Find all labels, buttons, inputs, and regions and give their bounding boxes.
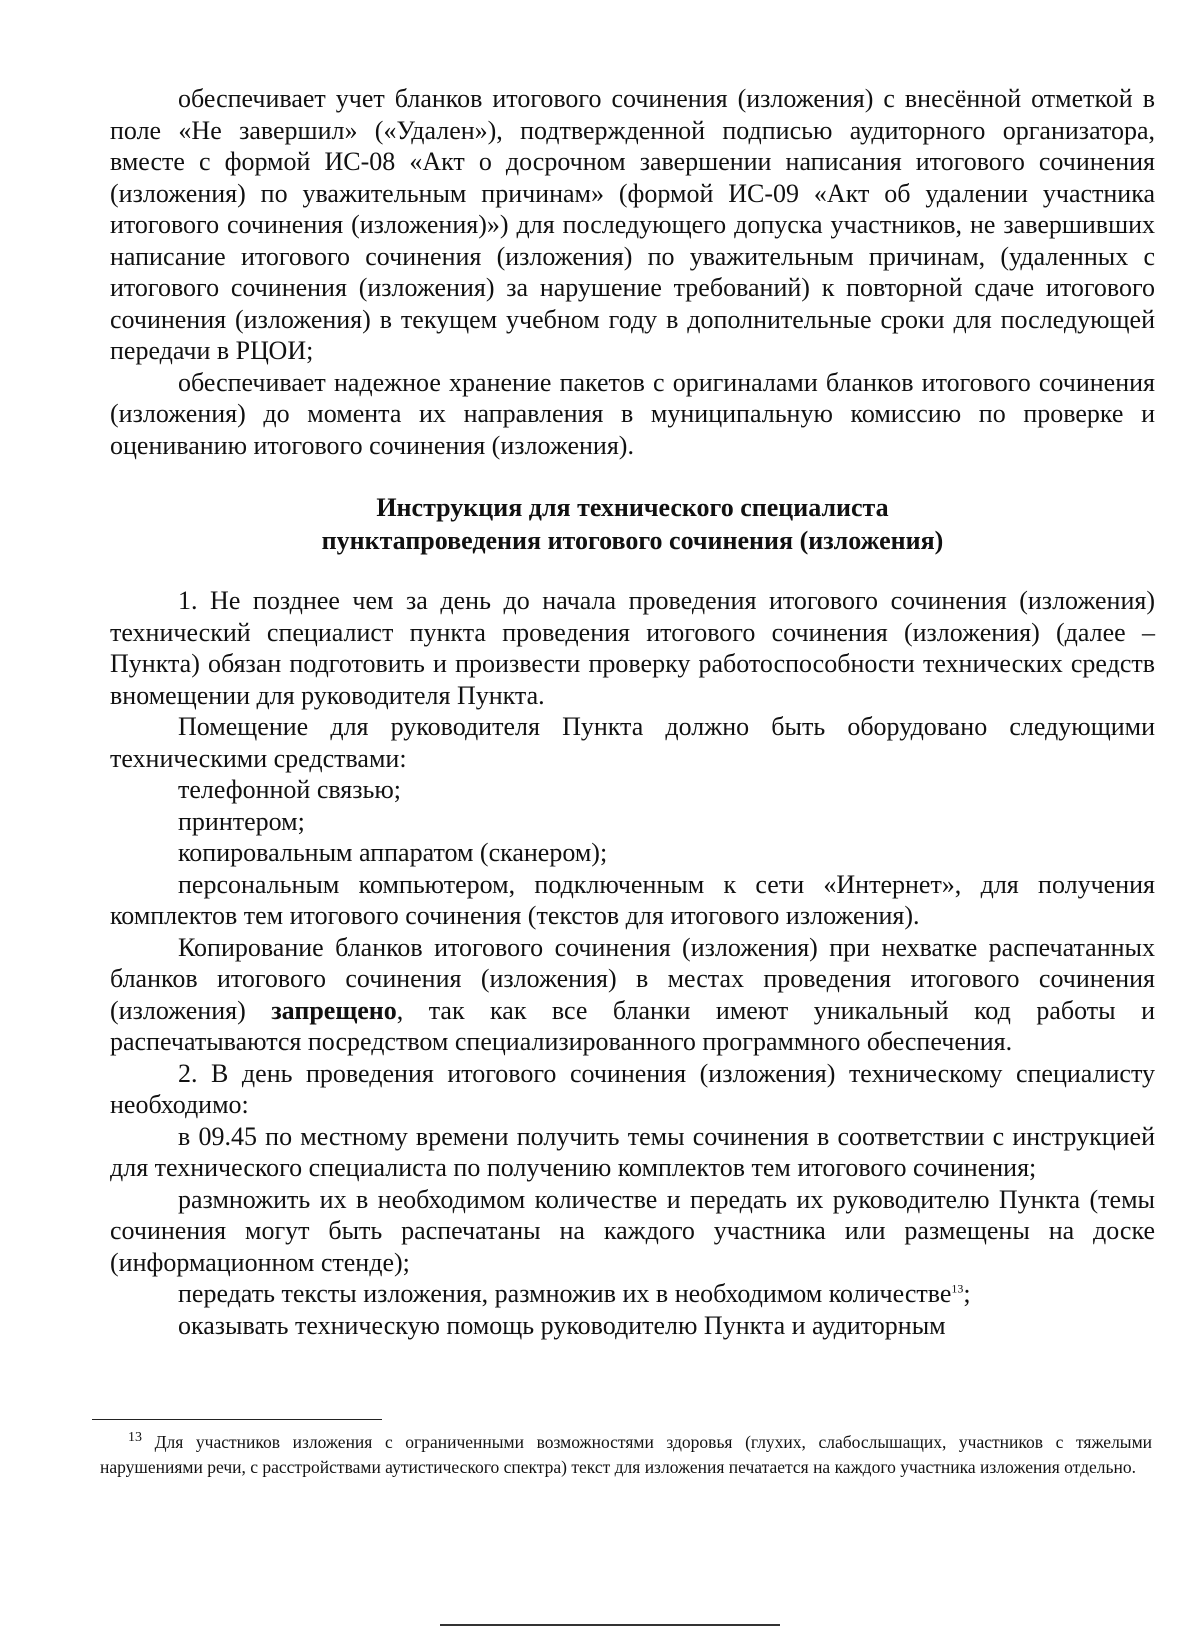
transfer-texts-text: передать тексты изложения, размножив их в необходимом количестве [178,1279,952,1308]
footnote-text: Для участников изложения с ограниченными возможностями здоровья (глухих, слабослышащих, участников с тяжелыми нарушениями речи, с расстройствами аутистического спектра) текст для изложения печатается на каждого участника изложения отдельно. [100,1432,1153,1477]
copy-text-before: Копирование бланков итогового сочинения (изложения) при нехватке распечатанных бланков итогового сочинения (изложения) в местах проведения итогового сочинения (изложения) [110,932,1155,1025]
paragraph-storage: обеспечивает надежное хранение пакетов с оригиналами бланков итогового сочинения (изложения) до момента их направления в муниципальную комиссию по проверке и оцениванию итогового сочинения (изложения). [110,367,1155,460]
transfer-texts-end: ; [963,1279,971,1308]
heading-line-1: Инструкция для технического специалиста [376,493,889,522]
footnote-separator [92,1419,382,1420]
paragraph-reproduce-topics: размножить их в необходимом количестве и передать их руководителю Пункта (темы сочинения могут быть распечатаны на каждого участника или размещены на доске (информационном стенде); [110,1184,1155,1277]
paragraph-record-keeping: обеспечивает учет бланков итогового сочинения (изложения) с внесённой отметкой в поле «Не завершил» («Удален»), подтвержденной подписью аудиторного организатора, вместе с формой ИС-08 «Акт о досрочном завершении написания итогового сочинения (изложения) по уважительным причинам» (формой ИС-09 «Акт об удалении участника итогового сочинения (изложения)») для последующего допуска участников, не завершивших написание итогового сочинения (изложения) по уважительным причинам, (удаленных с итогового сочинения (изложения) за нарушение требований) к повторной сдаче итогового сочинения (изложения) в текущем учебном году в дополнительные сроки для последующей передачи в РЦОИ; [110,84,1155,365]
paragraph-transfer-texts [110,1278,1155,1310]
list-item-phone: телефонной связью; [178,775,402,804]
list-item-copier: копировальным аппаратом (сканером); [178,838,608,867]
section-heading [110,491,1155,557]
paragraph-item-2: 2. В день проведения итогового сочинения (изложения) техническому специалисту необходимо: [110,1058,1155,1119]
paragraph-technical-help: оказывать техническую помощь руководителю Пункта и аудиторным [178,1310,946,1340]
footnote [100,1430,1152,1480]
paragraph-copy-prohibited [110,932,1155,1058]
heading-line-2: пунктапроведения итогового сочинения (изложения) [321,526,944,555]
footnote-mark: 13 [128,1430,142,1446]
document-page [110,83,1155,1341]
list-item-computer: персональным компьютером, подключенным к сети «Интернет», для получения комплектов тем итогового сочинения (текстов для итогового изложения). [110,869,1155,930]
paragraph-item-1: 1. Не позднее чем за день до начала проведения итогового сочинения (изложения) технический специалист пункта проведения итогового сочинения (изложения) (далее – Пункта) обязан подготовить и произвести проверку работоспособности технических средств вномещении для руководителя Пункта. [110,586,1155,710]
list-item-printer: принтером; [178,806,305,836]
page-bottom-edge [440,1624,780,1626]
paragraph-get-topics: в 09.45 по местному времени получить темы сочинения в соответствии с инструкцией для технического специалиста по получению комплектов тем итогового сочинения; [110,1121,1155,1182]
paragraph-room-equipment: Помещение для руководителя Пункта должно быть оборудовано следующими техническими средствами: [110,712,1155,773]
copy-prohibited-bold: запрещено [271,995,397,1025]
footnote-ref: 13 [951,1281,964,1296]
copy-text-after: , так как все бланки имеют уникальный код работы и распечатываются посредством специализированного программного обеспечения. [110,995,1155,1056]
